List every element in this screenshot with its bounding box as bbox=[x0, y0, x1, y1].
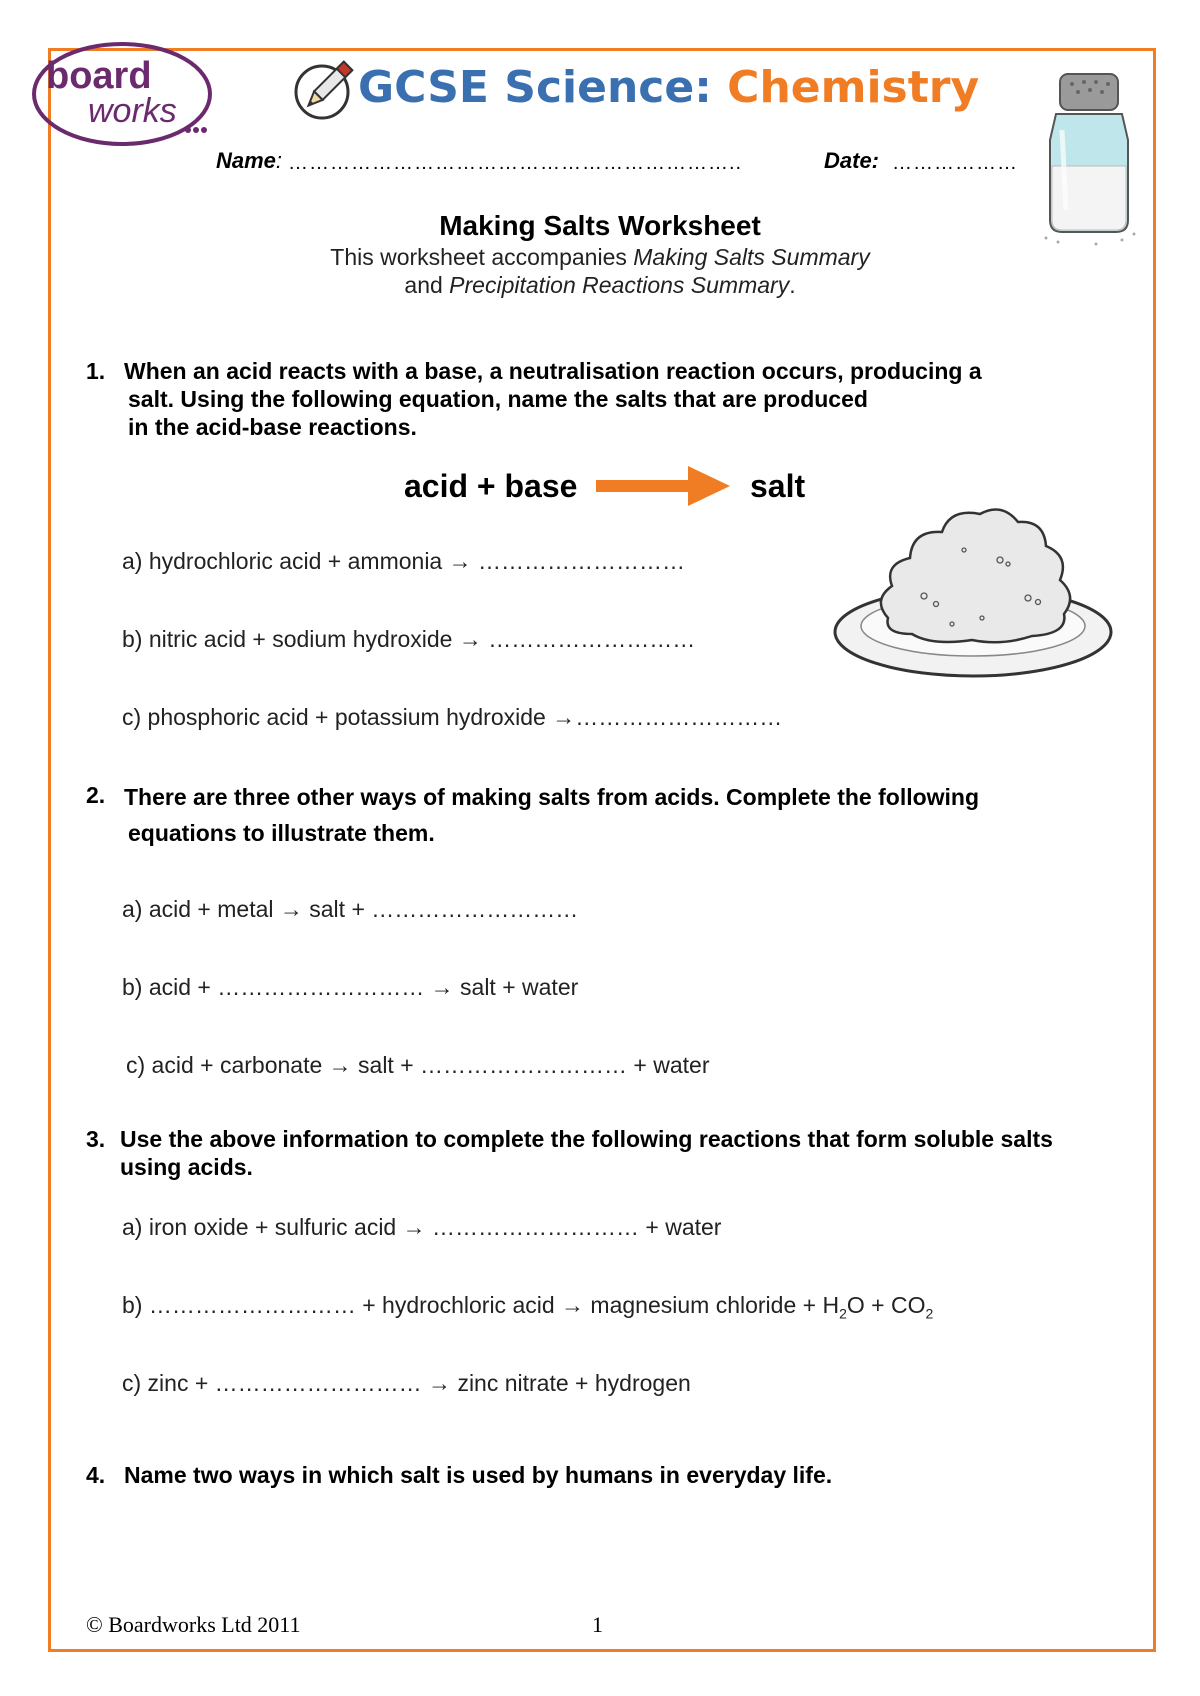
copyright: © Boardworks Ltd 2011 bbox=[86, 1612, 301, 1637]
equation-left: acid + base bbox=[404, 468, 578, 504]
boardworks-logo bbox=[30, 38, 216, 148]
q2-number: 2. bbox=[86, 782, 106, 808]
q4-text: Name two ways in which salt is used by humans in everyday life. bbox=[124, 1462, 833, 1488]
title-chemistry: Chemistry bbox=[727, 62, 980, 113]
title-gcse: GCSE Science: bbox=[358, 62, 728, 113]
q2-item-c[interactable]: c) acid + carbonate → salt + ……………………… + water bbox=[126, 1052, 710, 1078]
q3-item-b[interactable]: b) ……………………… + hydrochloric acid → magnesium chloride + $H_2O + CO_2$ bbox=[122, 1292, 934, 1322]
worksheet-title: Making Salts Worksheet bbox=[439, 210, 761, 241]
equation-right: salt bbox=[750, 468, 806, 504]
q1-line-1: When an acid reacts with a base, a neutralisation reaction occurs, producing a bbox=[124, 358, 982, 384]
worksheet-subtitle-1: This worksheet accompanies Making Salts Summary bbox=[330, 244, 870, 270]
arrow-icon bbox=[596, 464, 730, 508]
q3-item-a[interactable]: a) iron oxide + sulfuric acid → ……………………… + water bbox=[122, 1214, 722, 1240]
salt-plate-image bbox=[832, 500, 1114, 690]
q1-line-2: salt. Using the following equation, name the salts that are produced bbox=[128, 386, 868, 412]
q1-line-3: in the acid-base reactions. bbox=[128, 414, 417, 440]
q2-item-a[interactable]: a) acid + metal → salt + ……………………… bbox=[122, 896, 579, 922]
q1-item-c[interactable]: c) phosphoric acid + potassium hydroxide →……………………… bbox=[122, 704, 783, 730]
q1-number: 1. bbox=[86, 358, 106, 384]
q3-number: 3. bbox=[86, 1126, 106, 1152]
date-label: Date: bbox=[824, 148, 880, 173]
page-number: 1 bbox=[592, 1612, 603, 1637]
logo-text-works: works bbox=[88, 92, 177, 130]
date-field[interactable]: ……………… bbox=[892, 152, 1018, 174]
logo-text-board: board bbox=[46, 55, 152, 97]
q3-item-c[interactable]: c) zinc + ……………………… → zinc nitrate + hydrogen bbox=[122, 1370, 691, 1396]
name-field[interactable]: ……………………………………………………….. bbox=[288, 152, 743, 174]
name-label: Name: bbox=[216, 148, 283, 173]
q3-line-1: Use the above information to complete the following reactions that form soluble salts bbox=[120, 1126, 1053, 1152]
q3-line-2: using acids. bbox=[120, 1154, 253, 1180]
q2-line-1: There are three other ways of making salts from acids. Complete the following bbox=[124, 784, 980, 810]
worksheet-subtitle-2: and Precipitation Reactions Summary. bbox=[404, 272, 796, 298]
q4-number: 4. bbox=[86, 1462, 106, 1488]
q1-item-b[interactable]: b) nitric acid + sodium hydroxide → ……………………… bbox=[122, 626, 696, 652]
pencil-icon bbox=[292, 58, 356, 122]
q1-item-a[interactable]: a) hydrochloric acid + ammonia → ……………………… bbox=[122, 548, 686, 574]
page-title bbox=[358, 62, 979, 113]
q2-line-2: equations to illustrate them. bbox=[128, 820, 435, 846]
q2-item-b[interactable]: b) acid + ……………………… → salt + water bbox=[122, 974, 579, 1000]
